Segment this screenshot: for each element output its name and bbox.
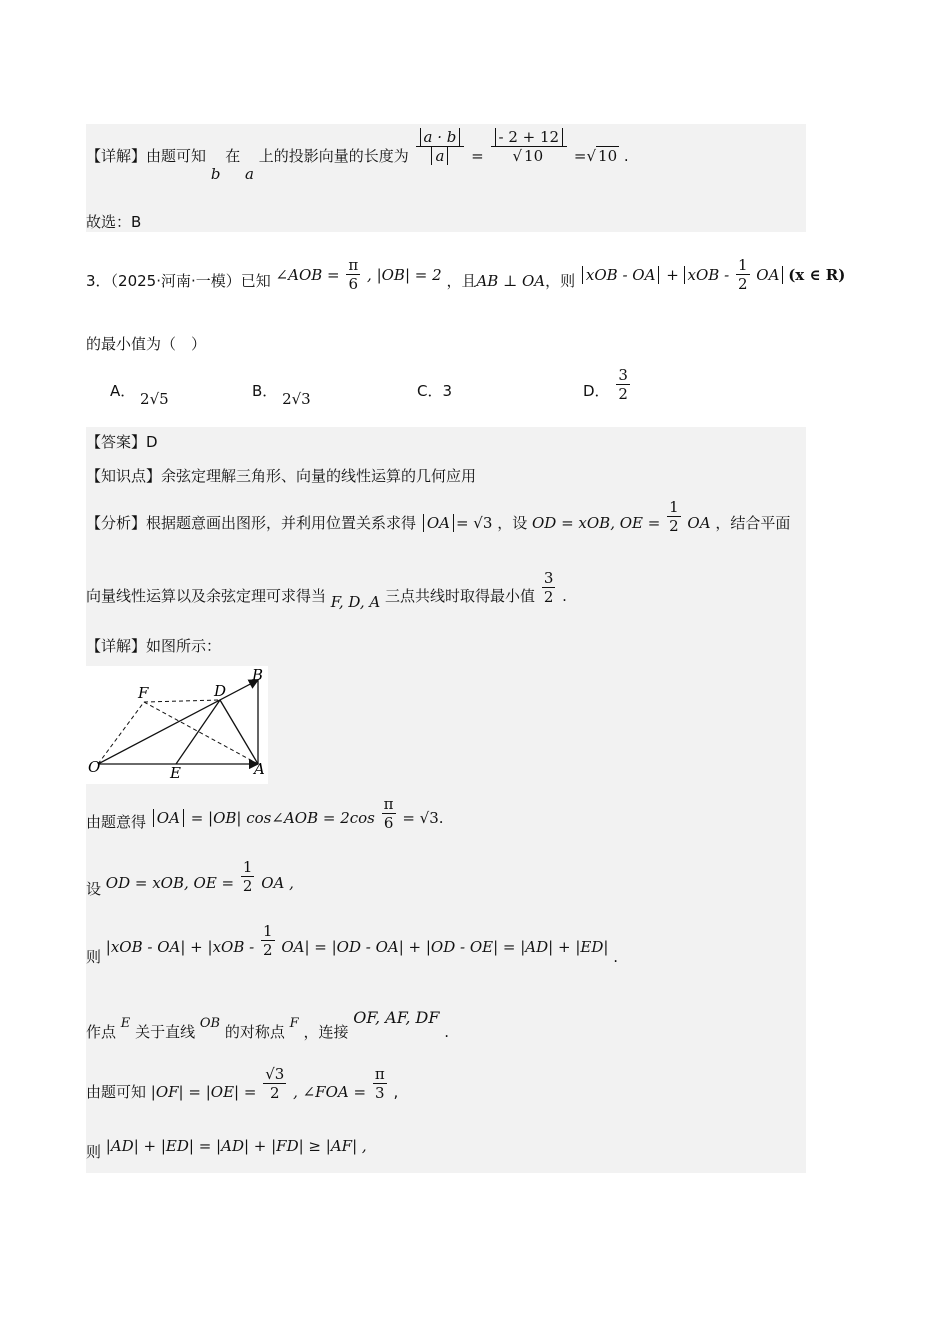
option-c[interactable]: C．3 xyxy=(417,382,453,400)
step-4: 作点 E 关于直线 OB 的对称点 F ，连接 OF, AF, DF . xyxy=(86,1008,450,1041)
step-5: 由题可知 |OF| = |OE| = $\frac{√3}{2}$ , ∠FOA = $\frac{\pi}{3}$ , xyxy=(86,1065,399,1102)
option-d[interactable]: D． $\frac{3}{2}$ xyxy=(583,366,628,403)
solution-block-2 xyxy=(86,427,806,1173)
option-b[interactable]: B． 2√3 xyxy=(252,382,311,408)
label-e: E xyxy=(170,764,181,782)
analysis-line-1: 【分析】根据题意画出图形，并利用位置关系求得 OA = √3 ，设 OD = xOB, OE = $\frac{1}{2}$ OA ，结合平面 xyxy=(86,498,791,535)
question-3: 3．（2025·河南·一模）已知 ∠AOB = $\frac{\pi}{6}$ , |OB| = 2 ，且AB ⊥ OA，则 xOB - OA + xOB - $\frac{1}{2}$ OA (x ∈ R) xyxy=(86,256,846,293)
answer-line: 【答案】D xyxy=(86,433,158,451)
step-1: 由题意得 OA = |OB| cos∠AOB = 2cos $\frac{\pi}{6}$ = √3. xyxy=(86,795,444,832)
step-3: 则 |xOB - OA| + |xOB - $\frac{1}{2}$ OA| = |OD - OA| + |OD - OE| = |AD| + |ED| . xyxy=(86,922,618,966)
option-a[interactable]: A． 2√5 xyxy=(110,382,169,408)
analysis-line-2: 向量线性运算以及余弦定理可求得当 F, D, A 三点共线时取得最小值 $\frac{3}{2}$ . xyxy=(86,569,567,611)
value-fraction: $\frac{- 2 + 12}{√ 10}$ xyxy=(491,128,568,165)
label-b: B xyxy=(252,666,264,684)
question-3-line-2: 的最小值为（ ） xyxy=(86,335,207,353)
label-d: D xyxy=(214,682,227,700)
step-6: 则 |AD| + |ED| = |AD| + |FD| ≥ |AF| , xyxy=(86,1137,367,1161)
label-o: O xyxy=(88,758,101,776)
label-a: A xyxy=(254,760,265,778)
projection-fraction: $\frac{a \cdot b}{a}$ xyxy=(416,128,465,165)
step-2: 设 OD = xOB, OE = $\frac{1}{2}$ OA , xyxy=(86,858,294,898)
geometry-figure xyxy=(86,666,268,784)
answer-choice-line: 故选：B xyxy=(86,213,142,231)
label-f: F xyxy=(138,684,149,702)
knowledge-line: 【知识点】余弦定理解三角形、向量的线性运算的几何应用 xyxy=(86,467,477,485)
detail-line-1: 【详解】由题可知 b 在 a 上的投影向量的长度为 $\frac{a \cdot b}{a}$ = $\frac{- 2 + 12}{√ 10}$ =√ 10 . xyxy=(86,128,629,183)
detail-line-2: 【详解】如图所示： xyxy=(86,637,222,655)
